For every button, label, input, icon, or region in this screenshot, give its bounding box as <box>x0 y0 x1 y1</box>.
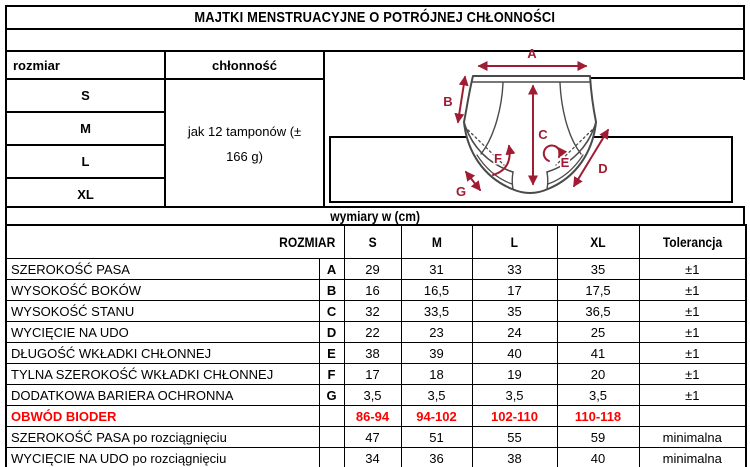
table-row <box>6 301 746 322</box>
diagram-label-c: C <box>538 127 548 142</box>
tolerance-cell: ±1 <box>639 259 746 280</box>
tolerance-cell: ±1 <box>639 364 746 385</box>
dimension-letter <box>319 448 344 467</box>
table-header-row <box>6 225 746 259</box>
size-s: S <box>6 79 165 112</box>
tolerance-cell: ±1 <box>639 385 746 406</box>
value-s: 29 <box>344 259 401 280</box>
table-row <box>6 322 746 343</box>
diagram-label-e: E <box>560 155 570 170</box>
value-m: 16,5 <box>401 280 472 301</box>
tolerance-cell <box>639 406 746 427</box>
value-xl: 36,5 <box>557 301 639 322</box>
diagram-label-f: F <box>494 151 502 166</box>
panties-body <box>464 76 596 193</box>
value-xl: 25 <box>557 322 639 343</box>
row-label: DŁUGOŚĆ WKŁADKI CHŁONNEJ <box>6 343 319 364</box>
table-row <box>6 259 746 280</box>
dimension-letter: C <box>319 301 344 322</box>
panties-measurement-diagram <box>325 48 745 204</box>
dimension-letter: A <box>319 259 344 280</box>
column-header-s <box>344 225 401 259</box>
dimension-letter <box>319 406 344 427</box>
row-label: SZEROKOŚĆ PASA po rozciągnięciu <box>6 427 319 448</box>
value-l: 102-110 <box>472 406 557 427</box>
value-xl: 3,5 <box>557 385 639 406</box>
dimension-letter: G <box>319 385 344 406</box>
size-header: rozmiar <box>6 51 165 79</box>
dimensions-unit-label: wymiary w (cm) <box>330 208 420 224</box>
value-s: 22 <box>344 322 401 343</box>
absorbency-header: chłonność <box>165 51 324 79</box>
rozmiar-header <box>6 225 344 259</box>
dimension-letter <box>319 427 344 448</box>
value-xl: 41 <box>557 343 639 364</box>
value-l: 3,5 <box>472 385 557 406</box>
tolerance-cell: minimalna <box>639 427 746 448</box>
tolerance-cell: ±1 <box>639 280 746 301</box>
value-m: 94-102 <box>401 406 472 427</box>
diagram-label-b: B <box>443 94 453 109</box>
dimension-letter: F <box>319 364 344 385</box>
row-label: WYCIĘCIE NA UDO po rozciągnięciu <box>6 448 319 467</box>
arrow-g <box>466 172 480 190</box>
value-l: 35 <box>472 301 557 322</box>
tolerance-cell: minimalna <box>639 448 746 467</box>
table-row <box>6 79 324 112</box>
value-m: 36 <box>401 448 472 467</box>
value-xl: 110-118 <box>557 406 639 427</box>
page-title: MAJTKI MENSTRUACYJNE O POTRÓJNEJ CHŁONNOŚCI <box>194 9 556 26</box>
diagram-label-a: A <box>527 48 537 61</box>
tolerance-cell: ±1 <box>639 301 746 322</box>
table-row <box>6 448 746 467</box>
value-l: 55 <box>472 427 557 448</box>
value-s: 38 <box>344 343 401 364</box>
table-row <box>6 406 746 427</box>
size-m: M <box>6 112 165 145</box>
gusset-edge-left <box>512 172 513 189</box>
table-row <box>6 364 746 385</box>
row-label: WYCIĘCIE NA UDO <box>6 322 319 343</box>
dimensions-unit-bar <box>5 206 745 226</box>
row-label: WYSOKOŚĆ BOKÓW <box>6 280 319 301</box>
column-header-tolerance-label: Tolerancja <box>662 234 722 250</box>
absorbency-value: jak 12 tamponów (± 166 g) <box>165 79 324 211</box>
row-label: WYSOKOŚĆ STANU <box>6 301 319 322</box>
column-header-l-label: L <box>510 234 519 250</box>
value-l: 17 <box>472 280 557 301</box>
diagram-label-g: G <box>455 184 467 199</box>
row-label: DODATKOWA BARIERA OCHRONNA <box>6 385 319 406</box>
column-header-xl <box>557 225 639 259</box>
size-l: L <box>6 145 165 178</box>
row-label: SZEROKOŚĆ PASA <box>6 259 319 280</box>
row-label: TYLNA SZEROKOŚĆ WKŁADKI CHŁONNEJ <box>6 364 319 385</box>
table-row <box>6 51 324 79</box>
tolerance-cell: ±1 <box>639 322 746 343</box>
value-xl: 40 <box>557 448 639 467</box>
column-header-l <box>472 225 557 259</box>
row-label: OBWÓD BIODER <box>6 406 319 427</box>
value-m: 33,5 <box>401 301 472 322</box>
gusset-edge-right <box>547 172 548 189</box>
diagram-label-d: D <box>598 161 608 176</box>
table-row <box>6 385 746 406</box>
measurements-table <box>5 224 747 467</box>
value-m: 23 <box>401 322 472 343</box>
dimension-letter: B <box>319 280 344 301</box>
rozmiar-header-label: ROZMIAR <box>279 234 336 250</box>
column-header-tolerance <box>639 225 746 259</box>
column-header-m-label: M <box>431 234 442 250</box>
value-xl: 59 <box>557 427 639 448</box>
value-s: 32 <box>344 301 401 322</box>
value-l: 33 <box>472 259 557 280</box>
table-row <box>6 427 746 448</box>
size-xl: XL <box>6 178 165 211</box>
panties-outline <box>464 76 596 193</box>
table-row <box>6 280 746 301</box>
value-l: 38 <box>472 448 557 467</box>
value-m: 39 <box>401 343 472 364</box>
value-s: 17 <box>344 364 401 385</box>
value-xl: 35 <box>557 259 639 280</box>
value-m: 51 <box>401 427 472 448</box>
value-s: 3,5 <box>344 385 401 406</box>
value-l: 40 <box>472 343 557 364</box>
value-m: 3,5 <box>401 385 472 406</box>
value-m: 18 <box>401 364 472 385</box>
value-xl: 20 <box>557 364 639 385</box>
column-header-s-label: S <box>368 234 377 250</box>
column-header-m <box>401 225 472 259</box>
value-l: 19 <box>472 364 557 385</box>
value-s: 34 <box>344 448 401 467</box>
size-absorbency-table <box>5 50 325 212</box>
value-s: 16 <box>344 280 401 301</box>
value-s: 47 <box>344 427 401 448</box>
title-bar <box>5 5 745 30</box>
tolerance-cell: ±1 <box>639 343 746 364</box>
arrow-b <box>458 77 465 122</box>
value-s: 86-94 <box>344 406 401 427</box>
dimension-letter: E <box>319 343 344 364</box>
column-header-xl-label: XL <box>590 234 606 250</box>
value-xl: 17,5 <box>557 280 639 301</box>
value-l: 24 <box>472 322 557 343</box>
dimension-letter: D <box>319 322 344 343</box>
table-row <box>6 343 746 364</box>
value-m: 31 <box>401 259 472 280</box>
